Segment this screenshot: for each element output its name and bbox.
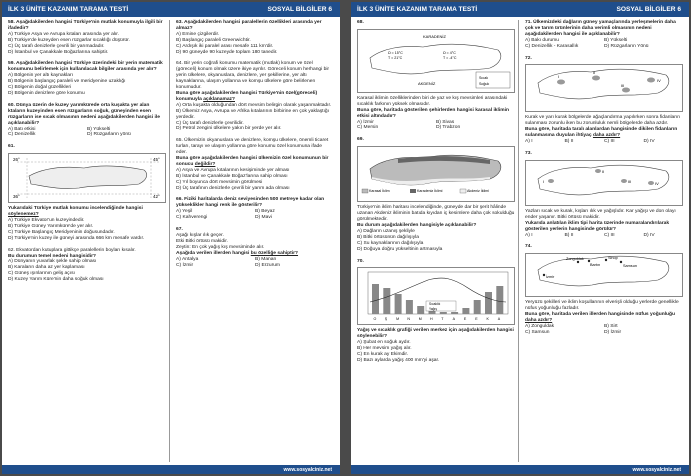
option[interactable]: D) Türkiye'nin kuzey ile güneyi arasında 666 km mesafe vardır. [8,235,145,241]
option[interactable]: A) Batı etkisi [8,126,36,132]
header-subject: SOSYAL BİLGİLER 6 [616,6,681,13]
question-67: 67. Aşağı kışlar ılık geçer. Etki Bitki örtüsü makidir. Zeytin: En çok yağış kış mevsiminde alır. Aşağıda verilen illerden hangisi bu özelliğe sahiptir? A) Antalya B) Manan C) İzmir D) Erzurum [176,227,334,268]
month-label: K [486,317,489,322]
svg-text:I: I [543,178,545,184]
option[interactable]: D) IV [643,139,655,145]
month-label: M [418,317,422,322]
option[interactable]: A) Bölgenin yer altı kaynakları [8,73,73,79]
map-label: 36° [13,194,20,200]
option[interactable]: B) Türkiye Güney Yarımküre'de yer alır. [8,223,94,229]
option[interactable]: B) Başlangıç paraleli Greenwichtir. [176,37,251,43]
option[interactable]: D) Rüzgarların yönü [87,132,131,138]
svg-text:T = -4°C: T = -4°C [443,55,457,60]
question-60: 60. Dünya üzerin de kuzey yarımkürede orta kuşakta yer alan ktaların kuzeyinden esen rüzgarların soğuk, güneyinden esen rüzgarların ise sıcak olmasının nedeni aşağıdakilerden hangisi ile açıklanabilir? A) Batı etkisi B) Yükselti C) Denizellik D) Rüzgarların yönü [8,103,166,138]
svg-text:Bartın: Bartın [590,263,601,268]
left-column-1 [8,20,166,289]
header [351,2,689,17]
option[interactable]: C) Güneş ışınlarının geliş açısı [8,271,75,277]
option[interactable]: A) Yeşil [176,209,193,215]
option[interactable]: B) Her mevsim yağış alır. [357,346,412,352]
option[interactable]: D) İstanbul ve Çanakkale Boğazlarına sahiptir. [8,49,109,55]
month-label: T [441,317,444,322]
option[interactable]: B) Karaların daha az yer kaplaması [8,265,85,271]
option[interactable]: D) Bazı aylarda yağış 400 mm'yi aşar. [357,357,440,363]
precip-bar [383,288,390,314]
svg-text:Sıcak: Sıcak [479,75,488,80]
month-label: H [430,317,433,322]
precip-bar [451,312,458,314]
turkey-coordinate-map [8,153,166,203]
option[interactable]: B) Bölgenin başlangıç paraleli ve meridyenine uzaklığı [8,79,126,85]
option[interactable]: A) Antalya [176,256,199,262]
option[interactable]: A) İzmir [357,119,374,125]
option[interactable]: D) Trabzon [436,125,461,131]
precip-bar [496,286,503,314]
footer-site[interactable]: www.sosyalciniz.net [632,466,681,473]
svg-text:Samsun: Samsun [623,264,637,269]
option[interactable]: B) II [564,139,574,145]
option[interactable]: A) Dünyanın yuvarlak şekle sahip olması [8,259,97,265]
option[interactable]: A) Türkiye Ekvator'un kuzeyindedir. [8,218,85,224]
option[interactable]: B) Sirt [604,323,618,329]
question-61: 61. 26° 45° 36° 42° [8,144,166,203]
footer [351,465,689,474]
option[interactable]: C) İzmir [176,262,194,268]
option[interactable]: C) Türkiye Başlangıç Meridyeninin doğusundadır. [8,229,115,235]
option[interactable]: C) Samsun [525,329,550,335]
month-label: M [396,317,400,322]
svg-text:Karadeniz İklimi: Karadeniz İklimi [417,189,443,194]
option[interactable]: B) Bitki örtüsünün dağılışıyla [357,234,419,240]
option[interactable]: C) Bölgenin doğal güzellikleri [8,85,72,91]
map-label: 42° [153,194,160,200]
precip-bar [474,300,481,314]
month-label: N [407,317,411,322]
question-74: 74. Zonguldak Bartın Sinop İzmir Samsun Yeryüzü şekilleri ve iklim koşullarının elverişli olduğu yerlerde genellikle nüfus yoğunluğu fazladır. Buna göre, haritada verilen illerden hangisinde nüfus yoğunluğu daha azdır? A) Zonguldak B) Sirt C) Samsun D) İzmir [525,244,683,335]
svg-text:Ω = 15°C: Ω = 15°C [388,50,403,55]
option[interactable]: C) Mersin [357,125,379,131]
precip-bar [485,292,492,314]
option[interactable]: C) Yıl boyunca dört mevsimin görülmesi [176,179,263,185]
option[interactable]: D) Üç tarafının denizlerle çevrili bir yarım ada olması [176,185,290,191]
option[interactable]: D) Petrol zengini ülkelere yakın bir yerde yer alır. [176,126,282,132]
footer [2,465,340,474]
header [2,2,340,17]
svg-text:III: III [628,178,632,184]
option[interactable]: C) III [604,139,615,145]
svg-text:T = 21°C: T = 21°C [388,55,403,60]
precip-bar [395,294,402,314]
svg-text:Ω = 4°C: Ω = 4°C [443,50,456,55]
question-72: 72. I II III IV Kurak ve yarı kurak bölgelerde ağaçlandırma yapılırken sonra fidanların sulanması zorunlu iken bu zorunluluk nemli bölgelerde daha azdır. Buna göre, haritada taralı alanlardan hangisinde dikilen fidanların sulanmasına duyulan ihtiyaç daha azdır? A) I B) II C) III D) IV [525,56,683,145]
turkey-map-72 [525,64,683,112]
svg-text:Soğuk: Soğuk [479,81,490,86]
option[interactable]: A) Türkiye Asya ve Avrupa kıtaları arasında yer alır. [8,31,119,37]
option[interactable]: A) I [525,232,533,238]
month-label: O [373,317,377,322]
question-71: 71. Ülkemizdeki dağların güney yamaçlarında yerleşmelerin daha çok ve tarım ürünlerinin daha verimli olmasının nedeni aşağıdakilerden hangisi ile açıklanabilir? A) Bakı durumu B) Yükselti C) Denizellik - Karasallık D) Rüzgarların Yönü [525,20,683,50]
option[interactable]: D) Erzurum [255,262,280,268]
svg-text:Akdeniz İklimi: Akdeniz İklimi [467,189,489,194]
question-63: 63. Aşağıdakilerden hangisi paralellerin özellikleri arasında yer almaz? A) Emine çizgilerdir. B) Başlangıç paraleli Greenwichtir. C) Ardışık iki paralel arası mesafe 111 km'dir. D) 90 güneyde 90 kuzeyde toplam 180 tanedir. [176,20,334,55]
turkey-map-74 [525,253,683,297]
question-64: 64. Bir yerin coğrafi konumu matematik (mutlak) konum ve özel (göreceli) konum olmak üzere ikiye ayrılır. Göreceli konum herhangi bir yerin ülkelere, okyanuslara, denizlere, yer şekillerine, yer altı kaynaklarına, ulaşım yollarına ve komşu ülkelere göre belirlenen konumudur. Buna göre aşağıdakilerden hangisi Türkiye'nin özel(göreceli) konumuyla açıklanamaz? A) Orta kuşakta olduğundan dört mevsim belirgin olarak yaşanmaktadır. B) Ülkemiz Asya, Avrupa ve Afrika kıtalarının birbirine en çok yaklaştığı yerdedir. C) Üç tarafı denizlerle çevrilidir. D) Petrol zengini ülkelere yakın bir yerde yer alır. [176,61,334,132]
question-58: 58. Aşağıdakilerden hangisi Türkiye'nin mutlak konumuyla ilgili bir ifadedir? A) Türkiye Asya ve Avrupa kıtaları arasında yer alır. B) Türkiye'de kuzeyden esen rüzgarlar sıcaklığı düşürür. C) Üç tarafı denizlerle çevrili bir yarımadadır. D) İstanbul ve Çanakkale Boğazlarına sahiptir. [8,20,166,55]
map-label: 26° [13,157,20,163]
right-column-2 [525,20,683,342]
option[interactable]: A) Şubat en soğuk aydır. [357,340,411,346]
option[interactable]: B) İstanbul ve Çanakkale Boğaz'larına sahip olması [176,173,288,179]
right-page [351,2,689,474]
month-label: Ş [384,317,388,322]
header-title: İLK 3 ÜNİTE KAZANIM TARAMA TESTİ [8,6,129,13]
question-59: 59. Aşağıdakilerden hangisi Türkiye üzerindeki bir yerin matematik konumunu belirlemek için kullanılacak bilgiler arasında yer alır? A) Bölgenin yer altı kaynakları B) Bölgenin başlangıç paraleli ve meridyenine uzaklığı C) Bölgenin doğal güzellikleri D) Bölgenin denizlere göre konumu [8,61,166,96]
question-65: 65. Ülkemizin okyanuslara ve denizlere, komşu ülkelere, önemli ticaret turları, tarayı ve ulaşım yollarına göre konumu özel konumuna ifade eder. Buna göre aşağıdakilerden hangisi ülkemizin özel konumunun bir sonucu değildir? A) Asya ve Avrupa kıtalarının kesişiminde yer alması B) İstanbul ve Çanakkale Boğaz'larına sahip olması C) Yıl boyunca dört mevsimin görülmesi D) Üç tarafının denizlerle çevrili bir yarım ada olması [176,138,334,191]
precip-bar [462,308,469,314]
svg-text:Zonguldak: Zonguldak [566,257,584,262]
option[interactable]: B) Türkiye'de kuzeyden esen rüzgarlar sıcaklığı düşürür. [8,37,130,43]
option[interactable]: A) I [525,139,533,145]
option[interactable]: D) Mavi [255,215,272,221]
option[interactable]: C) Kahverengi [176,215,208,221]
climate-region-map [357,146,515,202]
svg-text:Karasal İklim: Karasal İklim [369,189,390,194]
option[interactable]: D) Bölgenin denizlere göre konumu [8,90,85,96]
option[interactable]: C) Su kaynaklarının dağılışıyla [357,240,424,246]
option[interactable]: B) II [564,232,574,238]
option[interactable]: D) İzmir [604,329,622,335]
svg-text:İzmir: İzmir [546,275,555,280]
precip-bar [406,300,413,314]
option[interactable]: B) Yükselti [87,126,111,132]
option[interactable]: D) IV [643,232,655,238]
month-label: E [475,317,478,322]
precip-bar [372,284,379,314]
svg-text:III: III [621,83,625,89]
option[interactable]: B) Beyaz [255,209,275,215]
question-73: 73. I II III IV Yazları sıcak ve kurak, kışları ılık ve yağışlıdır. Kar yağışı ve don olayı ender yaşanır. Bitki örtüsü makidir. Yukarıda anlatılan iklim tipi harita üzerinde numaralandırılarak gösterilen yerlerin hangisinde görülür? A) I B) II C) III D) IV [525,151,683,238]
option[interactable]: B) Yükselti [604,37,628,43]
svg-text:Sıcaklık: Sıcaklık [429,302,441,307]
option[interactable]: A) Dağların uzanış şekliyle [357,228,415,234]
option[interactable]: D) 90 güneyde 90 kuzeyde toplam 180 tanedir. [176,49,278,55]
precip-bar [440,312,447,314]
option[interactable]: B) Manan [255,256,277,262]
svg-text:II: II [593,70,596,76]
option[interactable]: A) Asya ve Avrupa kıtalarının kesişiminde yer alması [176,167,290,173]
option[interactable]: C) En kurak ay Ekimdir. [357,352,409,358]
option[interactable]: C) Denizellik [8,132,36,138]
svg-text:IV: IV [655,180,659,186]
option[interactable]: C) Üç tarafı denizlerle çevrili bir yarımadadır. [8,43,105,49]
option[interactable]: C) III [604,232,615,238]
svg-text:Sinop: Sinop [608,256,618,261]
option[interactable]: A) Bakı durumu [525,37,559,43]
question-66: 66. Fiziki haritalarda deniz seviyesinden 500 metreye kadar olan yükseklikler hangi renk ile gösterilir? A) Yeşil B) Beyaz C) Kahverengi D) Mavi [176,197,334,221]
climate-chart [357,267,515,325]
svg-text:II: II [602,168,605,174]
header-title: İLK 3 ÜNİTE KAZANIM TARAMA TESTİ [357,6,478,13]
question-69: 69. Karasal İklim Karadeniz İklimi Akdeniz İklimi Türkiye'nin iklim haritası incelendiğinde, güneyde dar bir şerit hâlinde uzanan Akdeniz ikliminin batıda kıyıdan iç kesimlere daha çok sokulduğu görülmektedir. Bu durum aşağıdakilerden hangisiyle açıklanabilir? A) Dağların uzanış şekliyle B) Bitki örtüsünün dağılışıyla C) Su kaynaklarının dağılışıyla D) Doğuya doğru yükseltinin artmasıyla [357,137,515,252]
option[interactable]: B) Ülkemiz Asya, Avrupa ve Afrika kıtalarının birbirine en çok yaklaştığı yerdedir. [176,108,329,120]
question-68: 68. KARADENİZ AKDENİZ Ω = 15°C T = 21°C Ω = 4°C T = -4°C Sıcak Soğuk Karasal iklimin özelliklerinden biri de yaz ve kış mevsimleri arasındaki sıcaklık farkının yüksek olmasıdır. Buna göre, haritada gösterilen şehirlerden hangisi karasal iklimin etkisi altındadır? A) İzmir B) Sivas C) Mersin D) Trabzon [357,20,515,131]
question-61-text: Yukarıdaki Türkiye mutlak konumu incelendiğinde hangisi söylenemez? A) Türkiye Ekvator'un kuzeyindedir. B) Türkiye Güney Yarımküre'de yer alır. C) Türkiye Başlangıç Meridyeninin doğusundadır. D) Türkiye'nin kuzey ile güneyi arasında 666 km mesafe vardır. [8,206,166,241]
footer-site[interactable]: www.sosyalciniz.net [283,466,332,473]
left-page [2,2,340,474]
option[interactable]: D) Rüzgarların Yönü [604,43,649,49]
precip-bar [417,306,424,314]
option[interactable]: A) Orta kuşakta olduğundan dört mevsim belirgin olarak yaşanmaktadır. [176,102,332,108]
svg-text:I: I [558,74,560,80]
month-label: A [497,317,501,322]
option[interactable]: B) Sivas [436,119,455,125]
option[interactable]: D) Doğuya doğru yükseltinin artmasıyla [357,246,443,252]
option[interactable]: D) Kuzey Yarım Küre'nin daha soğuk olması [8,277,104,283]
sea-label: AKDENİZ [418,80,436,86]
climate-temperature-map [357,29,515,93]
svg-text:Yağış: Yağış [429,307,437,312]
left-column-2 [176,20,334,274]
option[interactable]: C) Üç tarafı denizlerle çevrilidir. [176,120,244,126]
header-subject: SOSYAL BİLGİLER 6 [267,6,332,13]
option[interactable]: A) Emine çizgilerdir. [176,31,220,37]
map-label: 45° [153,157,160,163]
option[interactable]: C) Ardışık iki paralel arası mesafe 111 km'dir. [176,43,274,49]
right-column-1 [357,20,515,370]
month-label: A [452,317,456,322]
option[interactable]: A) Zonguldak [525,323,555,329]
question-70: 70. O Ş M N M H T A E E K A Sıcaklık Yağış Yağış ve sıcaklık grafiği verilen merkez için aşağıdakilerden hangisi söylenebilir? A) Şubat en soğuk aydır. B) Her mevsim yağış alır. C) En kurak ay Ekimdir. D) Bazı aylarda yağış 400 mm'yi aşar. [357,258,514,363]
month-label: E [463,317,467,322]
sea-label: KARADENİZ [423,33,446,39]
question-62: 62. Ekvatordan kutuplara gittikçe paralellerin boyları kısalır. Bu durumun temel nedeni hangisidir? A) Dünyanın yuvarlak şekle sahip olması B) Karaların daha az yer kaplaması C) Güneş ışınlarının geliş açısı D) Kuzey Yarım Küre'nin daha soğuk olması [8,248,166,283]
option[interactable]: C) Denizellik - Karasallık [525,43,579,49]
svg-text:IV: IV [657,78,661,84]
turkey-map-73 [525,160,683,206]
